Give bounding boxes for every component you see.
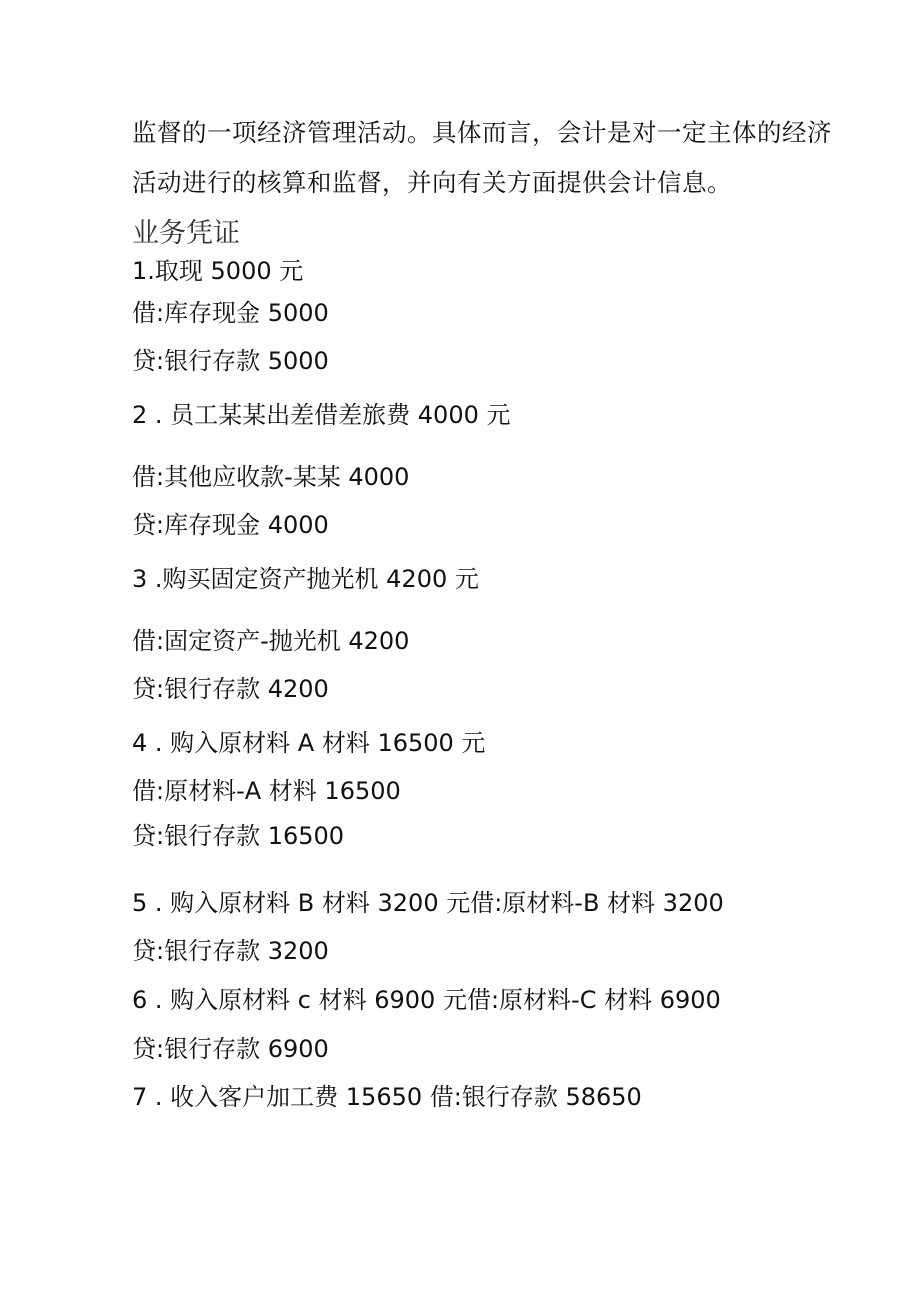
entry-2-debit: 借:其他应收款-某某 4000 xyxy=(132,463,410,491)
entry-5-title: 5 . 购入原材料 B 材料 3200 元借:原材料-B 材料 3200 xyxy=(132,889,724,917)
entry-3-title: 3 .购买固定资产抛光机 4200 元 xyxy=(132,565,479,593)
intro-line-2: 活动进行的核算和监督，并向有关方面提供会计信息。 xyxy=(132,168,732,197)
entry-1-credit: 贷:银行存款 5000 xyxy=(132,347,329,375)
entry-6-credit: 贷:银行存款 6900 xyxy=(132,1035,329,1063)
entry-3-credit: 贷:银行存款 4200 xyxy=(132,675,329,703)
entry-5-credit: 贷:银行存款 3200 xyxy=(132,937,329,965)
entry-2-title: 2 . 员工某某出差借差旅费 4000 元 xyxy=(132,401,511,429)
entry-4-title: 4 . 购入原材料 A 材料 16500 元 xyxy=(132,729,486,757)
entry-4-credit: 贷:银行存款 16500 xyxy=(132,822,345,850)
entry-6-title: 6 . 购入原材料 c 材料 6900 元借:原材料-C 材料 6900 xyxy=(132,986,721,1014)
section-title: 业务凭证 xyxy=(132,218,240,249)
entry-3-debit: 借:固定资产-抛光机 4200 xyxy=(132,627,410,655)
entry-2-credit: 贷:库存现金 4000 xyxy=(132,511,329,539)
entry-1-debit: 借:库存现金 5000 xyxy=(132,299,329,327)
entry-7-title: 7 . 收入客户加工费 15650 借:银行存款 58650 xyxy=(132,1083,642,1111)
entry-1-title: 1.取现 5000 元 xyxy=(132,257,304,285)
entry-4-debit: 借:原材料-A 材料 16500 xyxy=(132,777,401,805)
intro-line-1: 监督的一项经济管理活动。具体而言，会计是对一定主体的经济 xyxy=(132,118,832,147)
